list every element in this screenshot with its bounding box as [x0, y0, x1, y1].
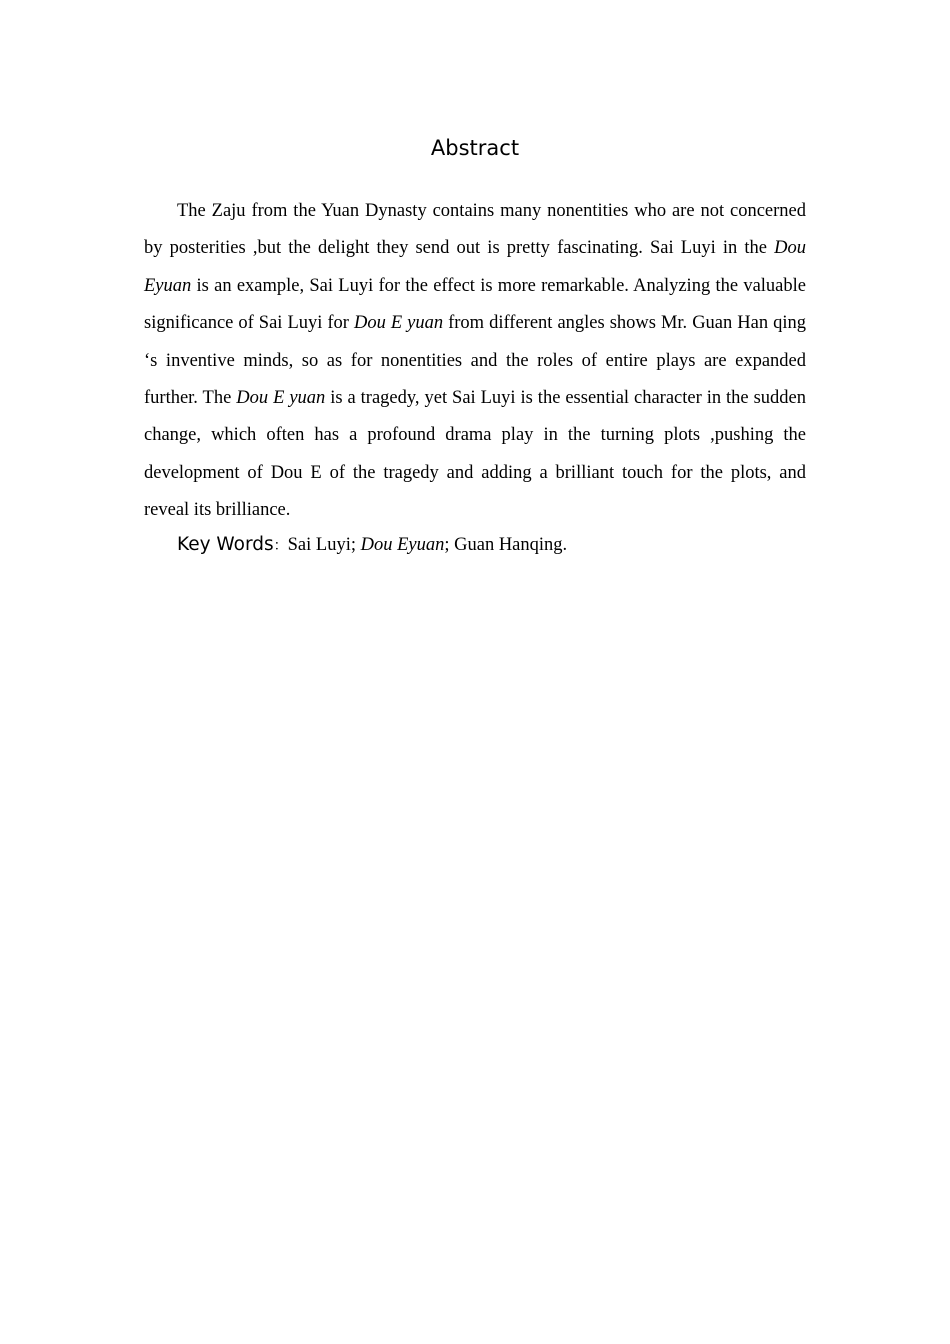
abstract-heading: Abstract: [430, 136, 520, 160]
keyword-item: Guan Hanqing.: [454, 535, 568, 555]
paragraph-segment: is a tragedy, yet Sai Luyi is the essential character in the sudden change, which often has a profound drama play in the turning plots ,pushing the development of Dou E of the tragedy and adding a brilliant touch for the plots, and reveal its brilliance.: [144, 388, 806, 521]
keyword-delimiter: ;: [350, 535, 361, 555]
keyword-item-italic: Dou Eyuan: [360, 535, 445, 555]
paragraph-italic-title: Dou E yuan: [236, 388, 326, 409]
keywords-separator: ：: [273, 538, 288, 554]
keywords-line: [177, 528, 806, 563]
paragraph-segment: from different angles shows Mr. Guan Han qing ‘s inventive minds, so as for nonentities and the roles of entire plays are expanded further. The: [144, 313, 806, 409]
paragraph-italic-title: Dou Eyuan: [144, 238, 806, 296]
paragraph-segment: The Zaju from the Yuan Dynasty contains many nonentities who are not concerned by posterities ,but the delight they send out is pretty fascinating. Sai Luyi in the: [144, 201, 806, 259]
abstract-paragraph: [144, 193, 806, 530]
paragraph-italic-title: Dou E yuan: [353, 313, 444, 334]
keyword-delimiter: ;: [444, 535, 455, 555]
paragraph-segment: is an example, Sai Luyi for the effect is more remarkable. Analyzing the valuable significance of Sai Luyi for: [144, 275, 806, 334]
keywords-label: Key Words: [177, 534, 274, 555]
keyword-item: Sai Luyi: [287, 535, 351, 555]
